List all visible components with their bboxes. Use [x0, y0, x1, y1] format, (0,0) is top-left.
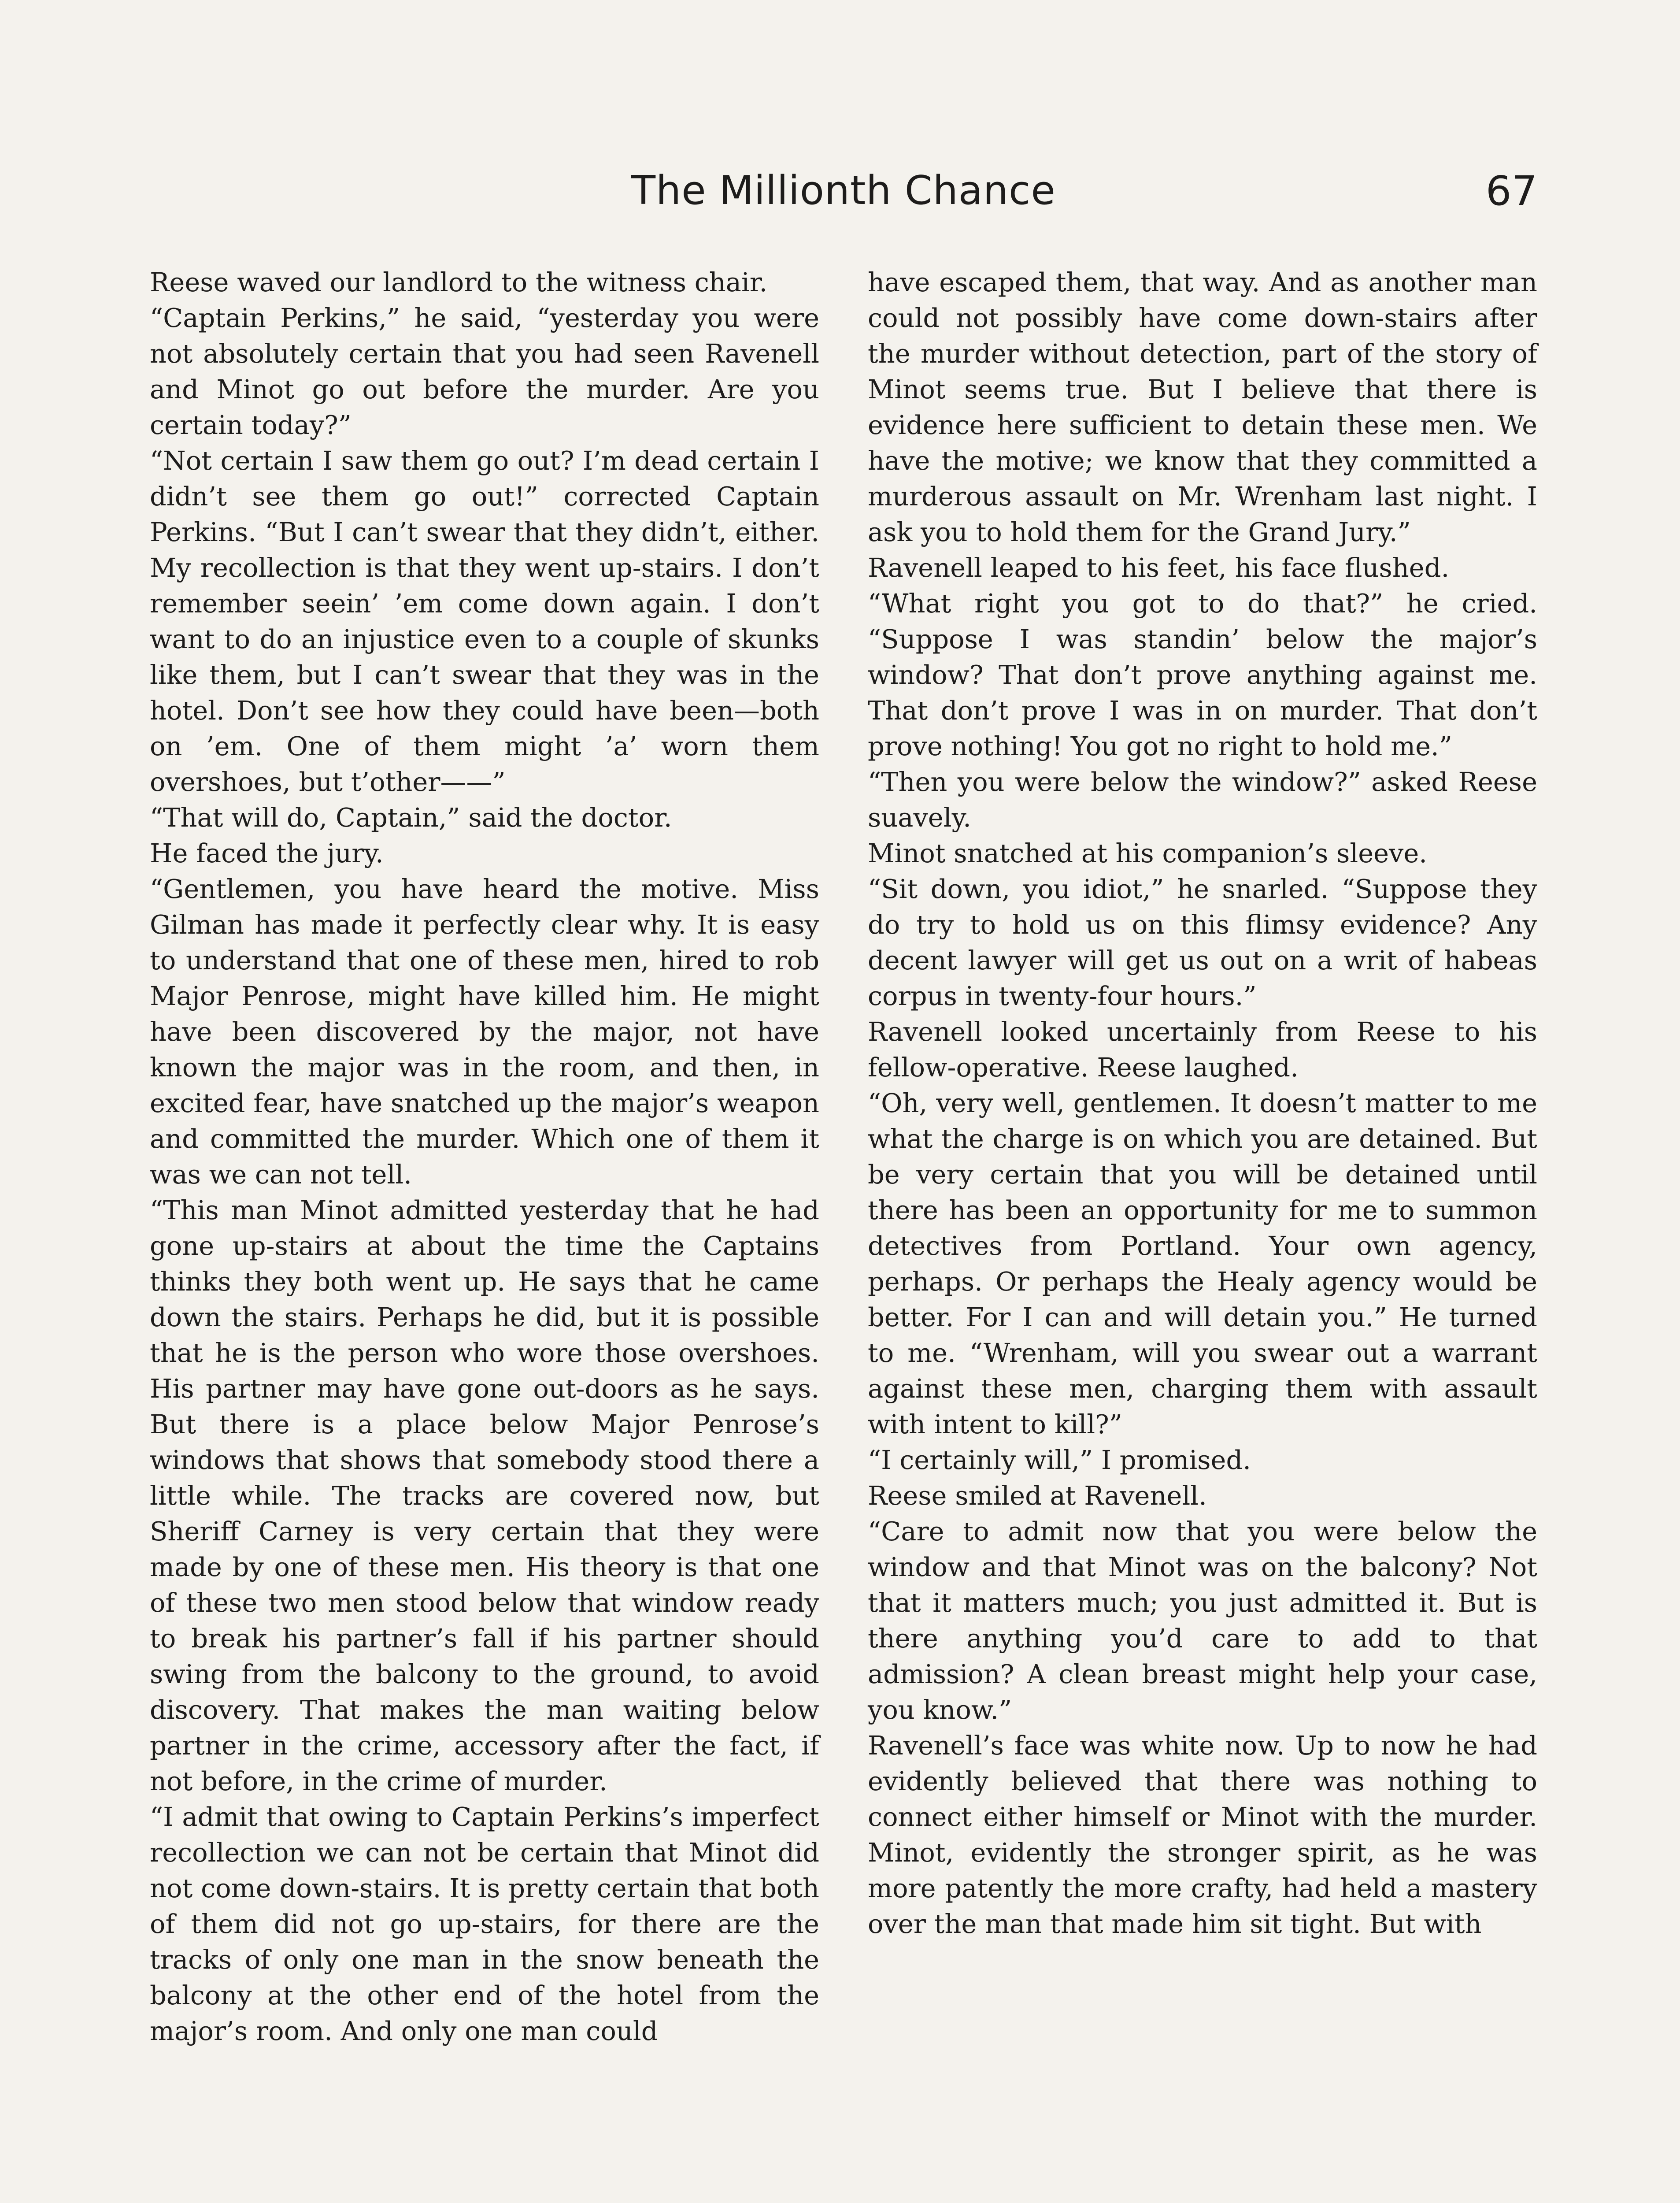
paragraph: He faced the jury. [150, 838, 384, 868]
paragraph: Ravenell’s face was white now. Up to now he had evidently believed that there was nothing to connect either himself or Minot with the murder. Minot, evidently the stronger spirit, as he was more patently the more crafty, had held a mastery over the man that made him sit tight. But with [868, 1730, 1537, 1939]
paragraph: “What right you got to do that?” he cried. “Suppose I was standin’ below the major’s window? That don’t prove anything against me. That don’t prove I was in on murder. That don’t prove nothing! You got no right to hold me.” [868, 588, 1537, 761]
page-number: 67 [1485, 167, 1537, 215]
paragraph: “This man Minot admitted yesterday that he had gone up-stairs at about the time the Captains thinks they both went up. He says that he came down the stairs. Perhaps he did, but it is possible that he is the person who wore those overshoes. His partner may have gone out-doors as he says. But there is a place below Major Penrose’s windows that shows that somebody stood there a little while. The tracks are covered now, but Sheriff Carney is very certain that they were made by one of these men. His theory is that one of these two men stood below that window ready to break his partner’s fall if his partner should swing from the balcony to the ground, to avoid discovery. That makes the man waiting below partner in the crime, accessory after the fact, if not before, in the crime of murder. [150, 1195, 819, 1796]
left-column [150, 264, 819, 2049]
page-title: The Millionth Chance [631, 167, 1056, 214]
paragraph: have escaped them, that way. And as another man could not possibly have come down-stairs after the murder without detection, part of the story of Minot seems true. But I believe that there is evidence here sufficient to detain these men. We have the motive; we know that they committed a murderous assault on Mr. Wrenham last night. I ask you to hold them for the Grand Jury.” [868, 267, 1537, 547]
page-header [150, 167, 1537, 229]
paragraph: “Captain Perkins,” he said, “yesterday you were not absolutely certain that you had seen Ravenell and Minot go out before the murder. Are you certain today?” [150, 303, 819, 440]
paragraph: Reese smiled at Ravenell. [868, 1480, 1207, 1511]
paragraph: “Gentlemen, you have heard the motive. Miss Gilman has made it perfectly clear why. It is easy to understand that one of these men, hired to rob Major Penrose, might have killed him. He might have been discovered by the major, not have known the major was in the room, and then, in excited fear, have snatched up the major’s weapon and committed the murder. Which one of them it was we can not tell. [150, 874, 819, 1190]
paragraph: Ravenell leaped to his feet, his face flushed. [868, 553, 1450, 583]
paragraph: “Oh, very well, gentlemen. It doesn’t matter to me what the charge is on which you are detained. But be very certain that you will be detained until there has been an opportunity for me to summon detectives from Portland. Your own agency, perhaps. Or perhaps the Healy agency would be better. For I can and will detain you.” He turned to me. “Wrenham, will you swear out a warrant against these men, charging them with assault with intent to kill?” [868, 1088, 1537, 1439]
paragraph: “Care to admit now that you were below the window and that Minot was on the balcony? Not that it matters much; you just admitted it. But is there anything you’d care to add to that admission? A clean breast might help your case, you know.” [868, 1516, 1537, 1725]
right-column [868, 264, 1537, 1942]
paragraph: “That will do, Captain,” said the doctor. [150, 802, 672, 833]
paragraph: “Sit down, you idiot,” he snarled. “Suppose they do try to hold us on this flimsy evidence? Any decent lawyer will get us out on a writ of habeas corpus in twenty-four hours.” [868, 874, 1537, 1011]
paragraph: Reese waved our landlord to the witness chair. [150, 267, 768, 297]
text-columns [150, 264, 1537, 2203]
paragraph: Minot snatched at his companion’s sleeve. [868, 838, 1428, 868]
paragraph: Ravenell looked uncertainly from Reese to his fellow-operative. Reese laughed. [868, 1016, 1537, 1083]
paragraph: “I certainly will,” I promised. [868, 1445, 1251, 1475]
paragraph: “Then you were below the window?” asked Reese suavely. [868, 767, 1537, 833]
paragraph: “I admit that owing to Captain Perkins’s imperfect recollection we can not be certain that Minot did not come down-stairs. It is pretty certain that both of them did not go up-stairs, for there are the tracks of only one man in the snow beneath the balcony at the other end of the hotel from the major’s room. And only one man could [150, 1802, 819, 2046]
paragraph: “Not certain I saw them go out? I’m dead certain I didn’t see them go out!” corrected Captain Perkins. “But I can’t swear that they didn’t, either. My recollection is that they went up-stairs. I don’t remember seein’ ’em come down again. I don’t want to do an injustice even to a couple of skunks like them, but I can’t swear that they was in the hotel. Don’t see how they could have been—both on ’em. One of them might ’a’ worn them overshoes, but t’other——” [150, 445, 819, 797]
